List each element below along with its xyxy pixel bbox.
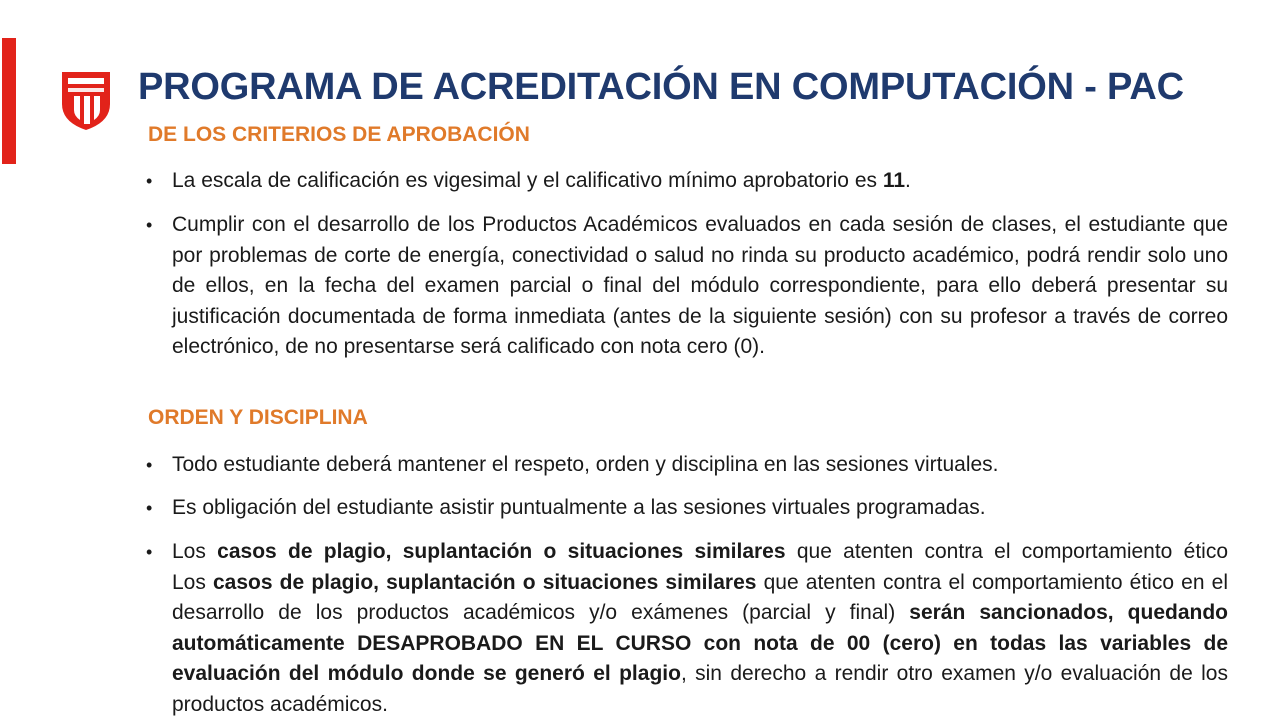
list-item [172, 210, 1228, 363]
section-heading-orden: ORDEN Y DISCIPLINA [148, 406, 368, 429]
bullet-paragraph: Los casos de plagio, suplantación o situaciones similares que atenten contra el comportamiento ético en el desarrollo de los productos académicos y/o exámenes (parcial y final) serán sancionados, quedando automáticamente DESAPROBADO EN EL CURSO con nota de 00 (cero) en todas las variables de evaluación del módulo donde se generó el plagio, sin derecho a rendir otro examen y/o evaluación de los productos académicos. [172, 570, 1228, 716]
bullet-text: La escala de calificación es vigesimal y el calificativo mínimo aprobatorio es [172, 169, 883, 192]
bullet-text-end: . [905, 169, 911, 192]
page-title: PROGRAMA DE ACREDITACIÓN EN COMPUTACIÓN - PAC [138, 66, 1184, 108]
bullet-text: Cumplir con el desarrollo de los Productos Académicos evaluados en cada sesión de clases, el estudiante que por problemas de corte de energía, conectividad o salud no rinda su producto académico, podrá rendir solo uno de ellos, en la fecha del examen parcial o final del módulo correspondiente, para ello deberá presentar su justificación documentada de forma inmediata (antes de la siguiente sesión) con su profesor a través de correo electrónico, de no presentarse será calificado con nota cero (0). [172, 213, 1228, 358]
bullet-text: Todo estudiante deberá mantener el respeto, orden y disciplina en las sesiones virtuales. [172, 453, 999, 476]
list-item [172, 493, 1228, 524]
bold-text: casos de plagio, suplantación o situaciones similares [217, 540, 786, 563]
list-item [172, 166, 1228, 197]
list-item [172, 450, 1228, 481]
bullet-line: • Los casos de plagio, suplantación o situaciones similares que atenten contra el comportamiento ético [172, 540, 1228, 563]
accent-bar [2, 38, 16, 164]
section-heading-criterios: DE LOS CRITERIOS DE APROBACIÓN [148, 123, 530, 146]
passing-grade: 11 [882, 169, 906, 192]
bold-text: serán sancionados, quedando automáticamente DESAPROBADO EN EL CURSO con nota de 00 (cero) en todas las variables de evaluación del módulo donde se generó el plagio [172, 601, 1228, 685]
university-shield-logo [60, 70, 112, 132]
bullet-text: Es obligación del estudiante asistir puntualmente a las sesiones virtuales programadas. [172, 496, 986, 519]
list-item [172, 537, 1228, 720]
bold-text: casos de plagio, suplantación o situaciones similares [213, 570, 757, 594]
